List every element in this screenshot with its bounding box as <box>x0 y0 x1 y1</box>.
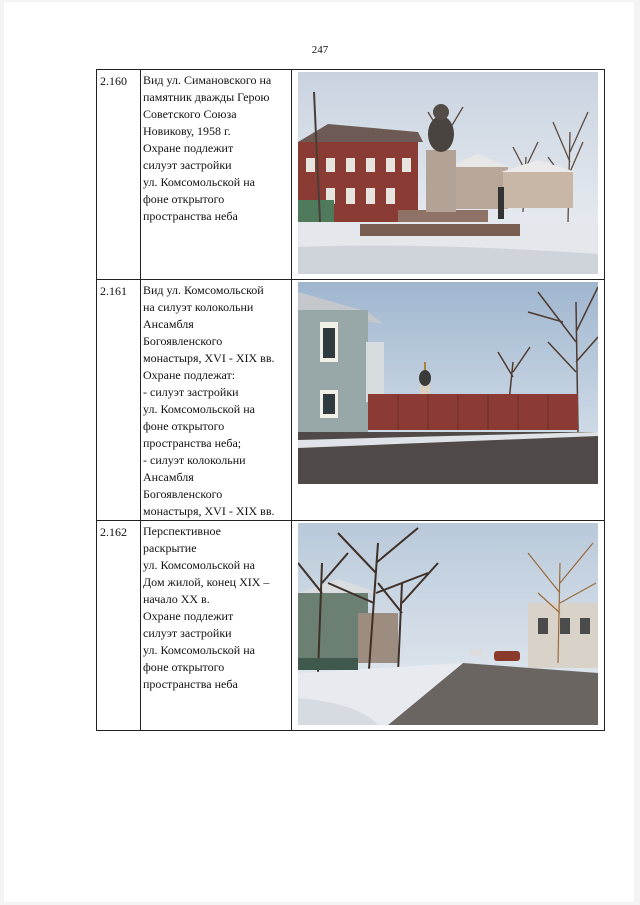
table-row <box>97 521 605 731</box>
row-description: Вид ул. Комсомольской на силуэт колокольни Ансамбля Богоявленского монастыря, XVI - XIX вв. Охране подлежат: - силуэт застройки ул. Комсомольской на фоне открытого пространства неба; - силуэт колокольни Ансамбля Богоявленского монастыря, XVI - XIX вв. <box>141 280 292 521</box>
page-number: 247 <box>311 44 329 56</box>
row-description: Вид ул. Симановского на памятник дважды Герою Советского Союза Новикову, 1958 г. Охране подлежит силуэт застройки ул. Комсомольской на фоне открытого пространства неба <box>141 70 292 280</box>
heritage-register-table <box>96 69 605 731</box>
photo-bell-tower-view <box>298 282 598 484</box>
row-number: 2.160 <box>97 70 141 280</box>
photo-street-perspective <box>298 523 598 725</box>
photo-monument-novikov <box>298 72 598 274</box>
row-description: Перспективное раскрытие ул. Комсомольской на Дом жилой, конец XIX – начало XX в. Охране подлежит силуэт застройки ул. Комсомольской на фоне открытого пространства неба <box>141 521 292 731</box>
row-number: 2.162 <box>97 521 141 731</box>
row-number: 2.161 <box>97 280 141 521</box>
table-row <box>97 70 605 280</box>
table-row <box>97 280 605 521</box>
